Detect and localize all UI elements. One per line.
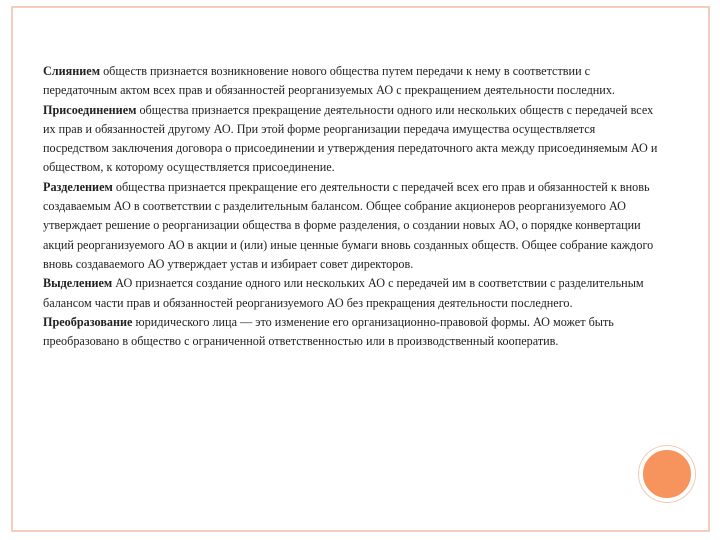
definition-transformation: юридического лица — это изменение его организационно-правовой формы. АО может быть преобразовано в общество с ограниченной ответственностью или в производственный кооператив. (43, 314, 614, 349)
decorative-circle (639, 446, 695, 502)
paragraph-separation (43, 274, 663, 313)
definition-accession: общества признается прекращение деятельности одного или нескольких обществ с передачей всех их прав и обязанностей другому АО. При этой форме реорганизации передача имущества осуществляется посредством заключения договора о присоединении и утверждения передаточного акта между присоединяемым АО и обществом, к которому осуществляется присоединение. (43, 102, 658, 175)
paragraph-accession (43, 101, 663, 178)
term-transformation: Преобразование (43, 314, 133, 329)
term-separation: Выделением (43, 276, 113, 291)
slide-body-text (43, 62, 663, 351)
definition-merger: обществ признается возникновение нового общества путем передачи к нему в соответствии с передаточным актом всех прав и обязанностей реорганизуемых АО с прекращением деятельности последних. (43, 64, 615, 98)
paragraph-division (43, 178, 663, 274)
term-division: Разделением (43, 179, 113, 194)
paragraph-transformation (43, 313, 663, 352)
definition-division: общества признается прекращение его деятельности с передачей всех его прав и обязанностей к вновь создаваемым АО в соответствии с разделительным балансом. Общее собрание акционеров реорганизуемого АО утверждает решение о реорганизации общества в форме разделения, о создании новых АО, о порядке конвертации акций реорганизуемого АО в акции и (или) иные ценные бумаги вновь созданных обществ. Общее собрание каждого вновь создаваемого АО утверждает устав и избирает совет директоров. (43, 179, 654, 271)
term-accession: Присоединением (43, 102, 137, 117)
term-merger: Слиянием (43, 64, 101, 78)
paragraph-merger (43, 62, 663, 101)
definition-separation: АО признается создание одного или нескольких АО с передачей им в соответствии с разделительным балансом части прав и обязанностей реорганизуемого АО без прекращения деятельности последнего. (43, 276, 644, 310)
